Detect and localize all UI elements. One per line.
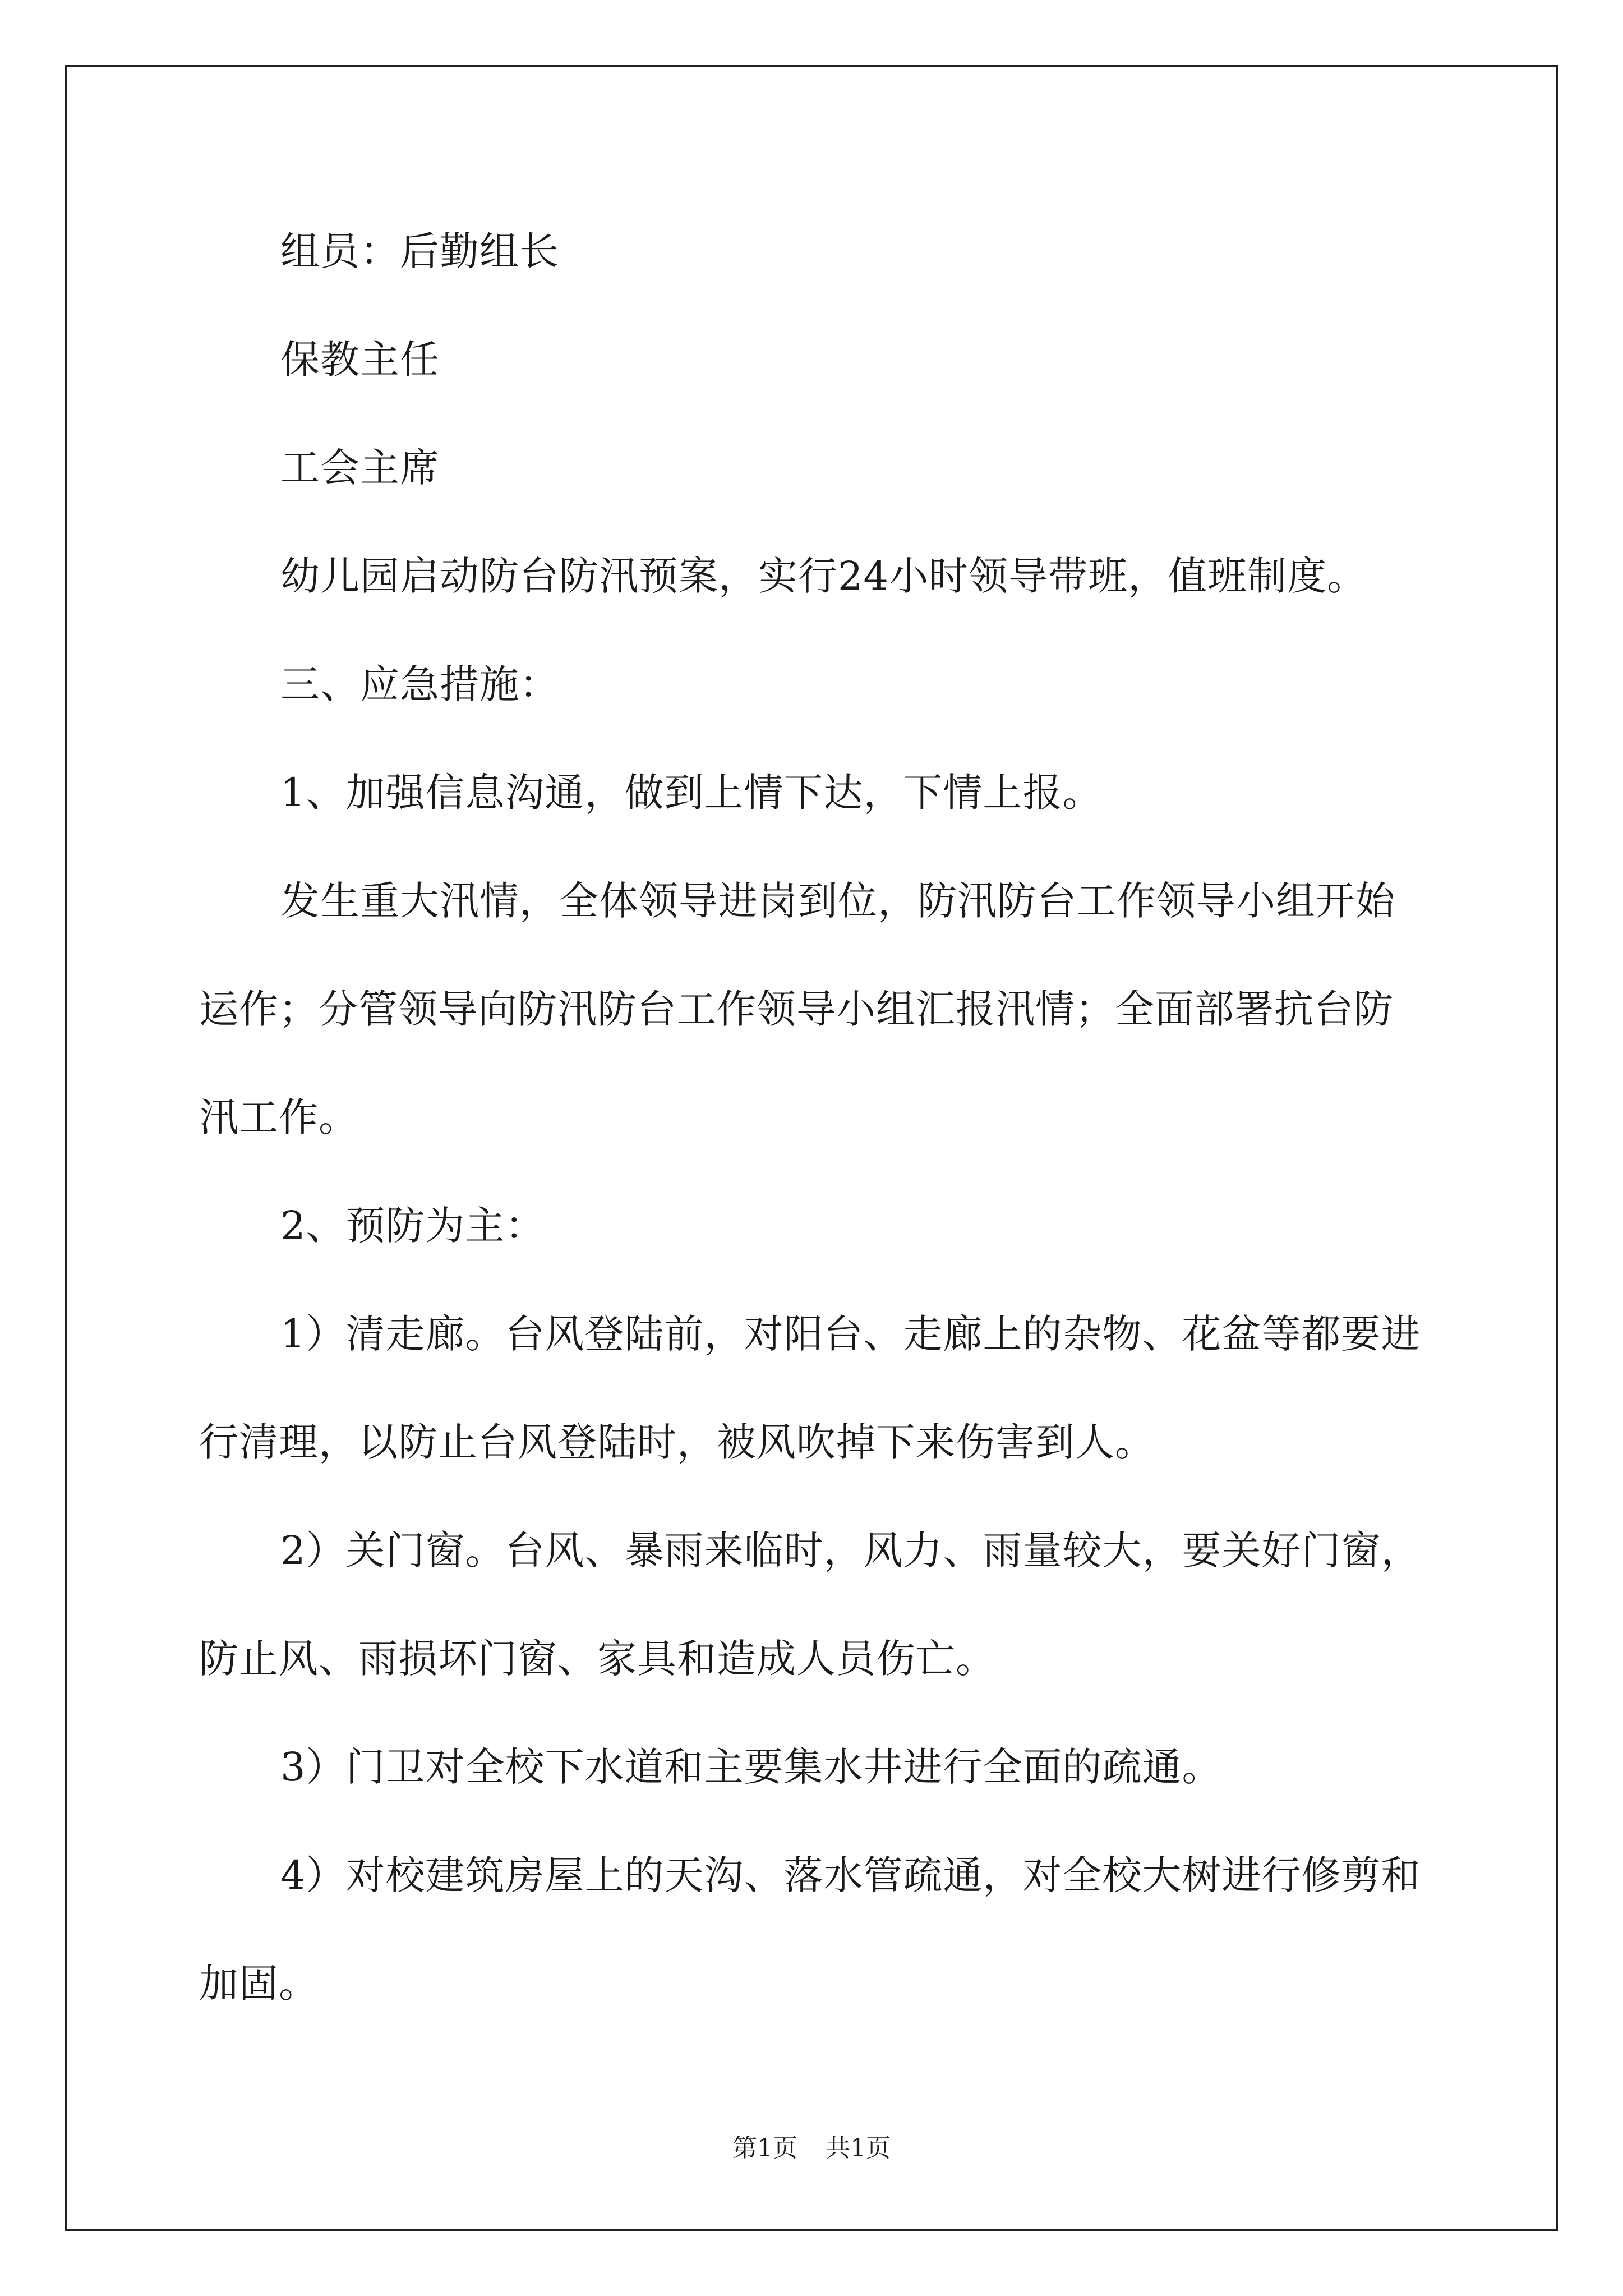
paragraph-gutters-trees: 4）对校建筑房屋上的天沟、落水管疏通，对全校大树进行修剪和加固。 [199, 1852, 1421, 2007]
paragraph-plan-activation: 幼儿园启动防台防汛预案，实行24小时领导带班，值班制度。 [280, 553, 1367, 599]
paragraph-drainage: 3）门卫对全校下水道和主要集水井进行全面的疏通。 [280, 1744, 1222, 1790]
page-total: 共1页 [826, 2134, 891, 2162]
page-number: 第1页 [732, 2134, 797, 2162]
page-footer [0, 2132, 1623, 2165]
paragraph-union-chair: 工会主席 [280, 445, 440, 491]
paragraph-prevention: 2、预防为主： [280, 1203, 545, 1249]
paragraph-teaching-director: 保教主任 [280, 337, 440, 383]
paragraph-major-flood: 发生重大汛情，全体领导进岗到位，防汛防台工作领导小组开始运作；分管领导向防汛防台工作领导小组汇报汛情；全面部署抗台防汛工作。 [199, 878, 1395, 1140]
section-heading-emergency-measures: 三、应急措施： [280, 661, 559, 707]
paragraph-close-windows: 2）关门窗。台风、暴雨来临时，风力、雨量较大，要关好门窗，防止风、雨损坏门窗、家具和造成人员伤亡。 [199, 1527, 1421, 1682]
paragraph-info-communication: 1、加强信息沟通，做到上情下达，下情上报。 [280, 770, 1103, 816]
paragraph-members: 组员：后勤组长 [280, 228, 559, 274]
paragraph-clear-corridor: 1）清走廊。台风登陆前，对阳台、走廊上的杂物、花盆等都要进行清理，以防止台风登陆时，被风吹掉下来伤害到人。 [199, 1311, 1421, 1465]
